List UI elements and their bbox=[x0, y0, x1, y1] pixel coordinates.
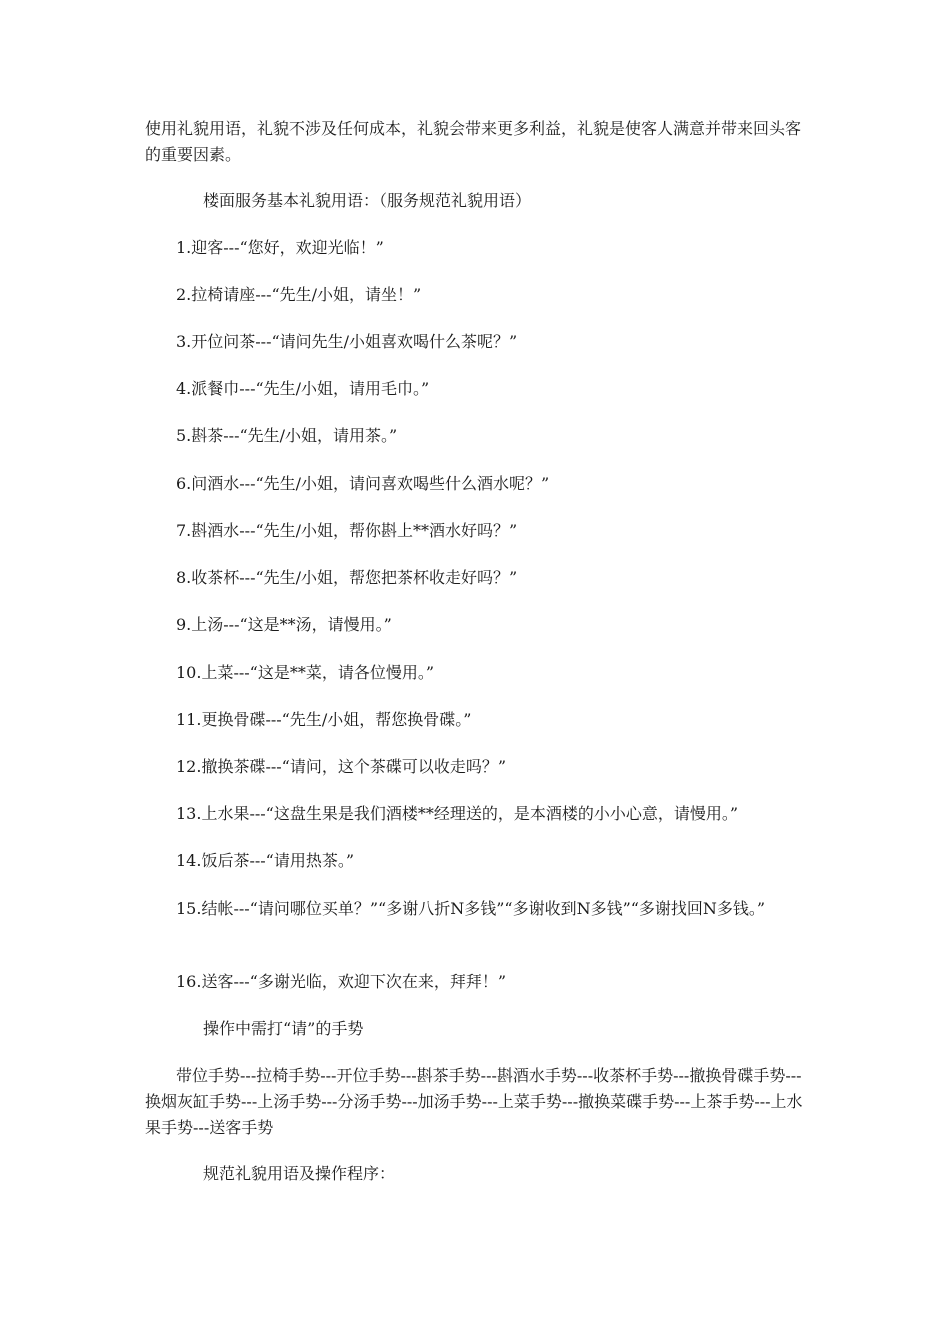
section-title-polite-phrases: 楼面服务基本礼貌用语：（服务规范礼貌用语） bbox=[203, 191, 532, 210]
list-item: 1.迎客---“您好，欢迎光临！” bbox=[176, 238, 384, 257]
list-item: 14.饭后茶---“请用热茶。” bbox=[176, 851, 355, 870]
list-item: 16.送客---“多谢光临，欢迎下次在来，拜拜！” bbox=[176, 972, 507, 991]
list-item: 13.上水果---“这盘生果是我们酒楼**经理送的，是本酒楼的小小心意，请慢用。” bbox=[176, 804, 739, 823]
list-item: 6.问酒水---“先生/小姐，请问喜欢喝些什么酒水呢？” bbox=[176, 474, 550, 493]
list-item: 2.拉椅请座---“先生/小姐，请坐！” bbox=[176, 285, 422, 304]
list-item: 3.开位问茶---“请问先生/小姐喜欢喝什么茶呢？” bbox=[176, 332, 518, 351]
list-item: 15.结帐---“请问哪位买单？”“多谢八折N多钱”“多谢收到N多钱”“多谢找回N多钱。” bbox=[176, 899, 766, 918]
gestures-paragraph: 带位手势---拉椅手势---开位手势---斟茶手势---斟酒水手势---收茶杯手势---撤换骨碟手势---换烟灰缸手势---上汤手势---分汤手势---加汤手势---上菜手势---撤换菜碟手势---上茶手势---上水果手势---送客手势 bbox=[145, 1066, 803, 1137]
list-item: 11.更换骨碟---“先生/小姐，帮您换骨碟。” bbox=[176, 710, 472, 729]
section-title-gestures: 操作中需打“请”的手势 bbox=[203, 1019, 364, 1038]
list-item: 5.斟茶---“先生/小姐，请用茶。” bbox=[176, 426, 398, 445]
list-item: 9.上汤---“这是**汤，请慢用。” bbox=[176, 615, 392, 634]
intro-paragraph: 使用礼貌用语，礼貌不涉及任何成本，礼貌会带来更多利益，礼貌是使客人满意并带来回头客的重要因素。 bbox=[145, 119, 802, 164]
list-item: 12.撤换茶碟---“请问，这个茶碟可以收走吗？” bbox=[176, 757, 507, 776]
list-item: 4.派餐巾---“先生/小姐，请用毛巾。” bbox=[176, 379, 430, 398]
list-item: 7.斟酒水---“先生/小姐，帮你斟上**酒水好吗？” bbox=[176, 521, 518, 540]
list-item: 8.收茶杯---“先生/小姐，帮您把茶杯收走好吗？” bbox=[176, 568, 518, 587]
section-title-procedures: 规范礼貌用语及操作程序： bbox=[203, 1164, 396, 1183]
list-item: 10.上菜---“这是**菜，请各位慢用。” bbox=[176, 663, 435, 682]
